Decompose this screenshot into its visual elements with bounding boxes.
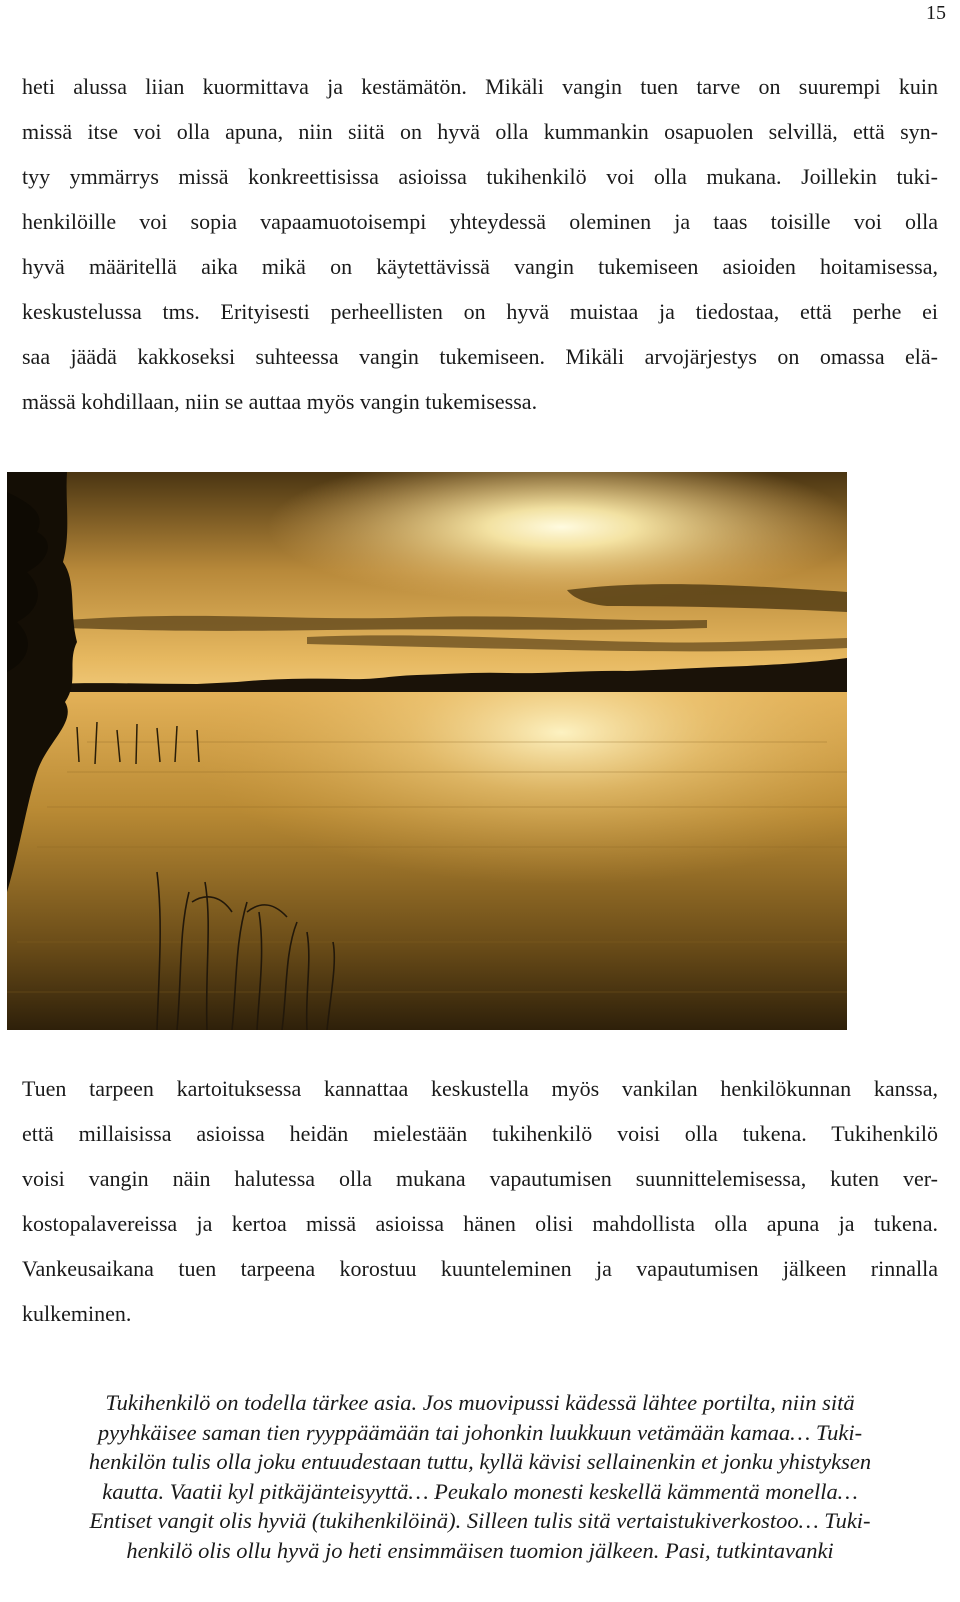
paragraph-line: mässä kohdillaan, niin se auttaa myös vangin tukemisessa.: [22, 389, 538, 414]
page-number: 15: [926, 2, 946, 24]
paragraph-line: henkilöille voi sopia vapaamuotoisempi yhteydessä oleminen ja taas toisille voi olla: [22, 209, 938, 234]
paragraph-line: Tuen tarpeen kartoituksessa kannattaa keskustella myös vankilan henkilökunnan kanssa,: [22, 1076, 938, 1101]
quote-line: pyyhkäisee saman tien ryyppäämään tai johonkin luukkuun vetämään kamaa… Tuki-: [97, 1419, 863, 1445]
paragraph-line: heti alussa liian kuormittava ja kestämätön. Mikäli vangin tuen tarve on suurempi kuin: [22, 74, 938, 99]
sunset-lake-illustration: [7, 472, 847, 1030]
paragraph-line: hyvä määritellä aika mikä on käytettävissä vangin tukemiseen asioiden hoitamisessa,: [22, 254, 938, 279]
body-paragraph-1: [22, 64, 938, 424]
body-paragraph-2: [22, 1066, 938, 1336]
paragraph-line: keskustelussa tms. Erityisesti perheellisten on hyvä muistaa ja tiedostaa, että perhe ei: [22, 299, 938, 324]
paragraph-line: missä itse voi olla apuna, niin siitä on hyvä olla kummankin osapuolen selvillä, että syn-: [22, 119, 938, 144]
quote-line: henkilö olis ollu hyvä jo heti ensimmäisen tuomion jälkeen. Pasi, tutkintavanki: [126, 1537, 834, 1563]
paragraph-line: voisi vangin näin halutessa olla mukana vapautumisen suunnittelemisessa, kuten ver-: [22, 1166, 938, 1191]
paragraph-line: tyy ymmärrys missä konkreettisissa asioissa tukihenkilö voi olla mukana. Joillekin tuki-: [22, 164, 938, 189]
quote-line: henkilön tulis olla joku entuudestaan tuttu, kyllä kävisi sellainenkin et jonku yhistyksen: [88, 1449, 872, 1474]
interview-quote: [22, 1388, 938, 1565]
paragraph-line: Vankeusaikana tuen tarpeena korostuu kuunteleminen ja vapautumisen jälkeen rinnalla: [22, 1256, 938, 1281]
paragraph-line: kulkeminen.: [22, 1301, 132, 1326]
quote-line: kautta. Vaatii kyl pitkäjänteisyyttä… Peukalo monesti keskellä kämmentä monella…: [102, 1478, 858, 1504]
paragraph-line: saa jäädä kakkoseksi suhteessa vangin tukemiseen. Mikäli arvojärjestys on omassa elä-: [22, 344, 938, 369]
sunset-lake-photo: [7, 472, 847, 1030]
paragraph-line: että millaisissa asioissa heidän mielestään tukihenkilö voisi olla tukena. Tukihenkilö: [22, 1121, 938, 1146]
quote-line: Entiset vangit olis hyviä (tukihenkilöinä). Silleen tulis sitä vertaistukiverkostoo… Tuki-: [89, 1508, 871, 1533]
quote-line: Tukihenkilö on todella tärkee asia. Jos muovipussi kädessä lähtee portilta, niin sitä: [105, 1390, 855, 1415]
paragraph-line: kostopalavereissa ja kertoa missä asioissa hänen olisi mahdollista olla apuna ja tukena.: [22, 1211, 938, 1236]
